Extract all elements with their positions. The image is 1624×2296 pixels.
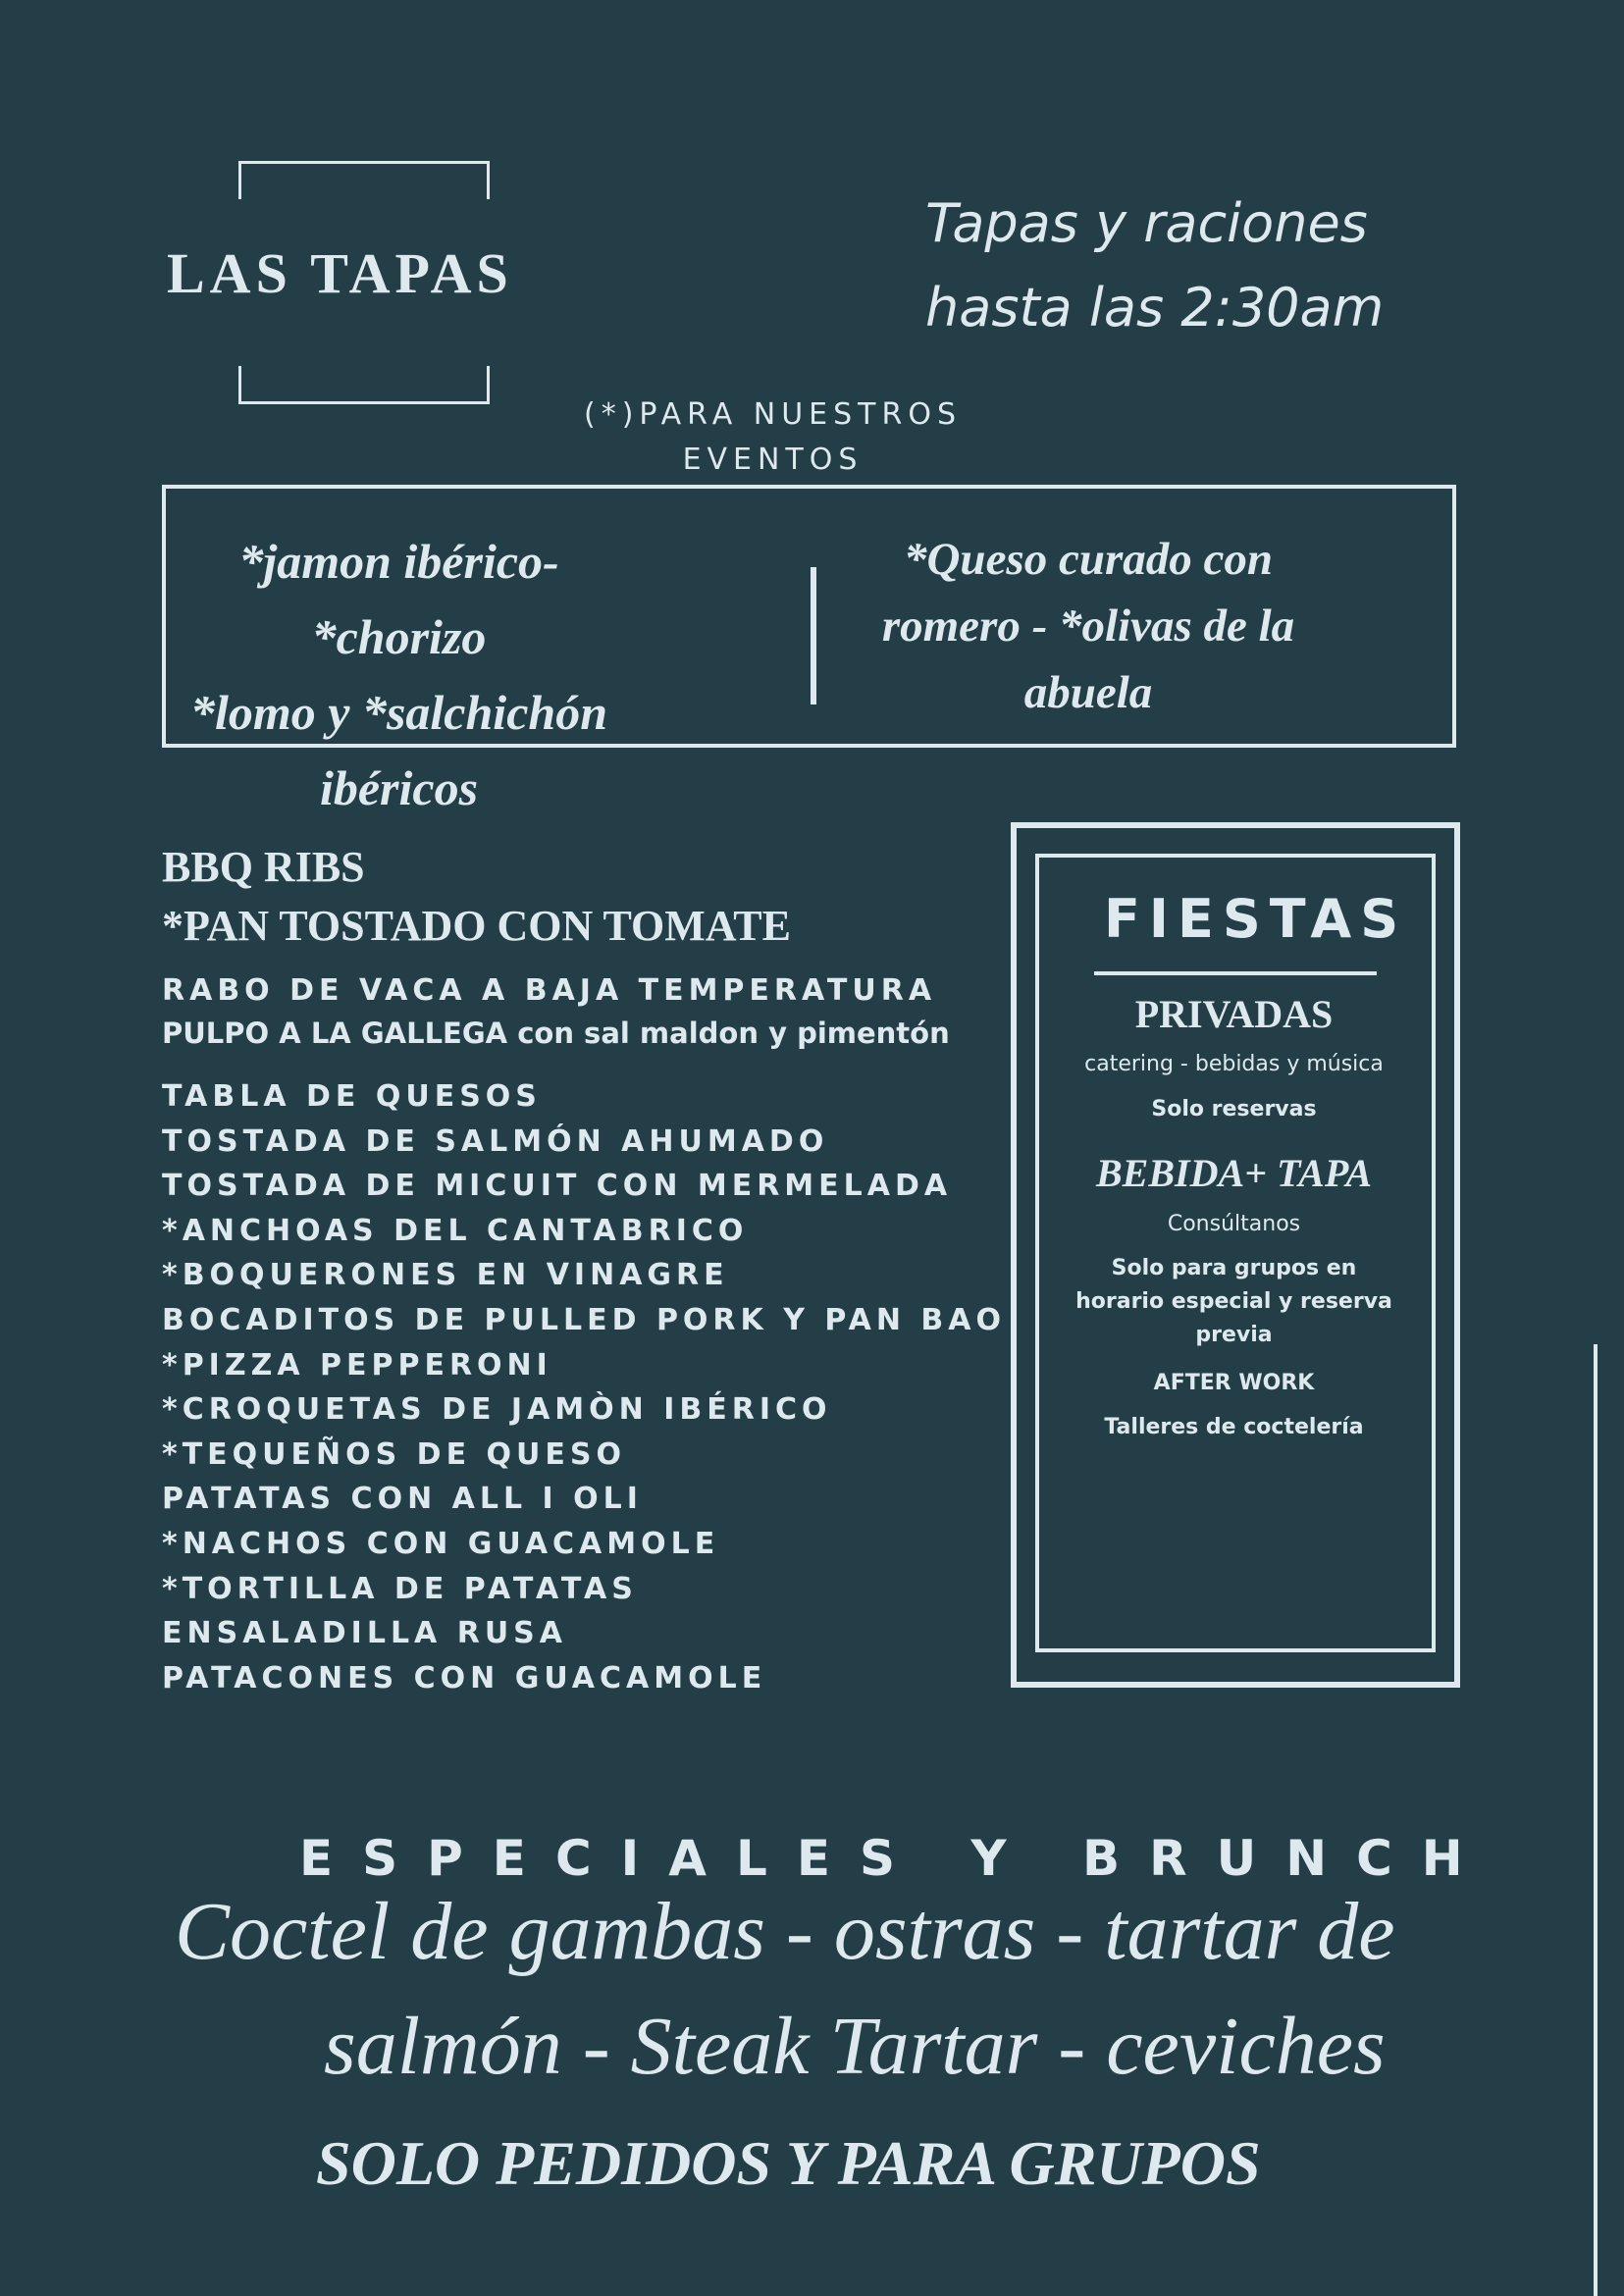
- fiestas-reservas: Solo reservas: [1151, 1097, 1317, 1122]
- list-item: BOCADITOS DE PULLED PORK Y PAN BAO: [162, 1302, 1006, 1337]
- events-right-column: [872, 526, 1304, 726]
- hours-line-2: hasta las 2:30am: [925, 277, 1385, 339]
- title-bracket-bottom: [238, 366, 490, 404]
- list-item: *TORTILLA DE PATATAS: [162, 1571, 638, 1606]
- fiestas-after-work: AFTER WORK: [1153, 1371, 1315, 1395]
- events-right-line: *Queso curado con: [903, 534, 1274, 585]
- events-left-line: *jamon ibérico- *chorizo: [238, 534, 559, 664]
- list-item: *CROQUETAS DE JAMÒN IBÉRICO: [162, 1392, 832, 1428]
- events-note-line-2: EVENTOS: [682, 443, 864, 477]
- hours-line-1: Tapas y raciones: [925, 192, 1368, 254]
- fiestas-description: catering - bebidas y música: [1084, 1052, 1384, 1076]
- fiestas-divider: [1094, 971, 1377, 975]
- menu-list: [162, 1074, 1006, 1700]
- list-item: *BOQUERONES EN VINAGRE: [162, 1258, 729, 1293]
- fiestas-grupos-note: [1050, 1252, 1418, 1352]
- events-left-line: *lomo y *salchichón: [189, 685, 608, 740]
- list-item: *PIZZA PEPPERONI: [162, 1347, 552, 1383]
- menu-item-bbq-ribs: BBQ RIBS: [162, 843, 365, 891]
- fiestas-grupos-line: horario especial y reserva: [1075, 1289, 1392, 1314]
- fiestas-consultanos: Consúltanos: [1167, 1212, 1301, 1236]
- events-divider: [811, 567, 816, 704]
- fiestas-grupos-line: Solo para grupos en: [1111, 1256, 1357, 1280]
- menu-item-pulpo: PULPO A LA GALLEGA con sal maldon y pimentón: [162, 1017, 950, 1050]
- list-item: PATATAS CON ALL I OLI: [162, 1482, 643, 1517]
- fiestas-talleres: Talleres de coctelería: [1104, 1415, 1364, 1439]
- decorative-vertical-line: [1594, 1344, 1598, 2296]
- opening-hours: [925, 182, 1436, 350]
- title-bracket-top: [238, 161, 490, 199]
- events-right-line: romero - *olivas de la: [881, 600, 1295, 652]
- page-title: LAS TAPAS: [167, 241, 513, 305]
- list-item: TOSTADA DE MICUIT CON MERMELADA: [162, 1169, 953, 1204]
- specials-line-1: Coctel de gambas - ostras - tartar de: [175, 1886, 1395, 1977]
- events-box: [162, 485, 1456, 815]
- events-note: [550, 392, 996, 483]
- fiestas-subtitle: PRIVADAS: [1134, 992, 1334, 1036]
- specials-note: SOLO PEDIDOS Y PARA GRUPOS: [316, 2128, 1261, 2198]
- fiestas-title: FIESTAS: [1104, 888, 1408, 950]
- list-item: *NACHOS CON GUACAMOLE: [162, 1526, 720, 1561]
- menu-item-pan-tostado: *PAN TOSTADO CON TOMATE: [162, 902, 791, 950]
- list-item: PATACONES CON GUACAMOLE: [162, 1660, 767, 1696]
- list-item: *TEQUEÑOS DE QUESO: [162, 1436, 626, 1472]
- list-item: TOSTADA DE SALMÓN AHUMADO: [162, 1123, 829, 1159]
- specials-line-2: salmón - Steak Tartar - ceviches: [324, 2001, 1386, 2092]
- list-item: *ANCHOAS DEL CANTABRICO: [162, 1213, 749, 1248]
- list-item: ENSALADILLA RUSA: [162, 1616, 568, 1651]
- events-left-line: ibéricos: [319, 760, 479, 815]
- menu-item-rabo: RABO DE VACA A BAJA TEMPERATURA: [162, 973, 937, 1008]
- list-item: TABLA DE QUESOS: [162, 1079, 542, 1114]
- specials-title: ESPECIALES Y BRUNCH: [299, 1830, 1493, 1887]
- events-note-line-1: (*)PARA NUESTROS: [583, 397, 962, 432]
- events-right-line: abuela: [1023, 667, 1153, 718]
- events-left-column: [185, 524, 612, 826]
- fiestas-grupos-line: previa: [1195, 1323, 1273, 1347]
- fiestas-bebida-tapa: BEBIDA+ TAPA: [1095, 1151, 1372, 1195]
